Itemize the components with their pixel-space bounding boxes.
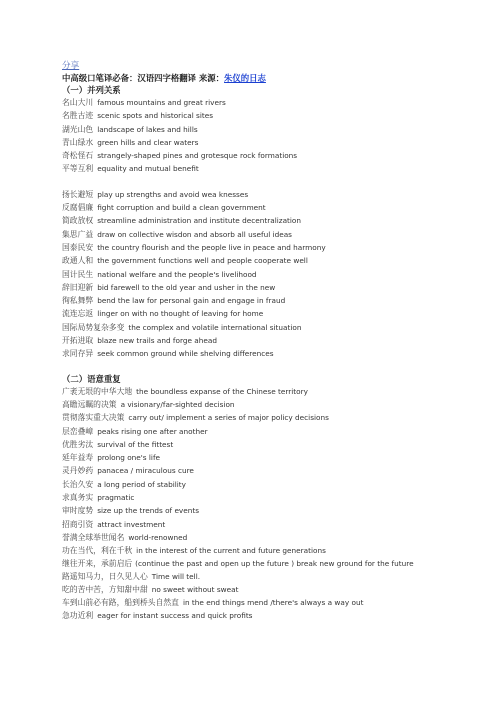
phrase-chinese: 继往开来，承前启后: [62, 558, 133, 568]
phrase-entry: [62, 149, 472, 162]
phrase-entry: [62, 438, 472, 451]
phrase-english: equality and mutual benefit: [97, 164, 199, 174]
phrase-chinese: 反腐倡廉: [62, 203, 94, 213]
phrase-english: world-renowned: [128, 532, 188, 542]
phrase-entry: [62, 123, 472, 136]
phrase-entry: [62, 241, 472, 254]
phrase-english: green hills and clear waters: [97, 137, 199, 147]
phrase-entry: [62, 334, 472, 347]
phrase-entry: [62, 398, 472, 411]
share-link[interactable]: 分享: [62, 61, 80, 71]
phrase-entry: [62, 544, 472, 557]
phrase-english: panacea / miraculous cure: [97, 466, 194, 476]
phrase-english: eager for instant success and quick profits: [97, 611, 253, 621]
phrase-chinese: 国际局势复杂多变: [62, 322, 125, 332]
phrase-list-group-2: [62, 188, 472, 361]
phrase-chinese: 简政放权: [62, 216, 94, 226]
phrase-chinese: 层峦叠嶂: [62, 426, 94, 436]
phrase-entry: [62, 254, 472, 267]
phrase-english: a visionary/far-sighted decision: [120, 399, 235, 409]
phrase-chinese: 求同存异: [62, 349, 94, 359]
phrase-entry: [62, 96, 472, 109]
phrase-entry: [62, 504, 472, 517]
phrase-english: fight corruption and build a clean government: [97, 203, 266, 213]
phrase-entry: [62, 464, 472, 477]
phrase-english: play up strengths and avoid wea knesses: [97, 189, 249, 199]
phrase-english: a long period of stability: [97, 479, 186, 489]
phrase-english: linger on with no thought of leaving for home: [97, 309, 264, 319]
phrase-entry: [62, 478, 472, 491]
phrase-english: the complex and volatile international situation: [128, 322, 302, 332]
phrase-entry: [62, 321, 472, 334]
document-content: [62, 60, 472, 623]
phrase-chinese: 求真务实: [62, 493, 94, 503]
phrase-english: bend the law for personal gain and engage in fraud: [97, 296, 286, 306]
phrase-entry: [62, 425, 472, 438]
phrase-entry: [62, 307, 472, 320]
spacer: [62, 176, 472, 188]
phrase-entry: [62, 583, 472, 596]
section-heading-repetition: （二）语意重复: [62, 373, 121, 384]
phrase-chinese: 青山绿水: [62, 137, 94, 147]
phrase-chinese: 审时度势: [62, 506, 94, 516]
phrase-chinese: 誉满全球举世闻名: [62, 532, 125, 542]
phrase-english: seek common ground while shelving differences: [97, 349, 274, 359]
phrase-chinese: 名胜古迹: [62, 111, 94, 121]
phrase-entry: [62, 136, 472, 149]
phrase-chinese: 名山大川: [62, 98, 94, 107]
phrase-english: national welfare and the people's livelihood: [97, 269, 257, 279]
phrase-english: blaze new trails and forge ahead: [97, 336, 217, 346]
source-link[interactable]: 朱仪的日志: [224, 73, 266, 83]
phrase-chinese: 长治久安: [62, 479, 94, 489]
phrase-chinese: 高瞻远瞩的决策: [62, 399, 117, 409]
phrase-entry: [62, 451, 472, 464]
phrase-chinese: 徇私舞弊: [62, 296, 94, 306]
section-heading-parallel: （一）并列关系: [62, 85, 121, 95]
phrase-entry: [62, 347, 472, 360]
phrase-entry: [62, 109, 472, 122]
phrase-chinese: 路遥知马力，日久见人心: [62, 571, 148, 581]
phrase-entry: [62, 596, 472, 609]
phrase-chinese: 优胜劣汰: [62, 439, 94, 449]
phrase-english: the country flourish and the people live in peace and harmony: [97, 242, 326, 252]
phrase-entry: [62, 518, 472, 531]
document-title: [62, 72, 472, 84]
phrase-chinese: 灵丹妙药: [62, 466, 94, 476]
phrase-chinese: 广袤无垠的中华大地: [62, 386, 133, 396]
phrase-entry: [62, 491, 472, 504]
phrase-english: strangely-shaped pines and grotesque rock formations: [97, 151, 298, 161]
phrase-english: Time will tell.: [151, 571, 201, 581]
phrase-chinese: 湖光山色: [62, 124, 94, 134]
phrase-chinese: 扬长避短: [62, 189, 94, 199]
phrase-chinese: 吃的苦中苦，方知甜中甜: [62, 584, 148, 594]
phrase-chinese: 集思广益: [62, 229, 94, 239]
phrase-entry: [62, 188, 472, 201]
phrase-list-group-1: [62, 96, 472, 176]
phrase-english: landscape of lakes and hills: [97, 124, 198, 134]
phrase-entry: [62, 531, 472, 544]
phrase-entry: [62, 281, 472, 294]
phrase-english: draw on collective wisdon and absorb all useful ideas: [97, 229, 292, 239]
phrase-entry: [62, 162, 472, 175]
phrase-english: prolong one's life: [97, 453, 161, 463]
phrase-english: size up the trends of events: [97, 506, 200, 516]
phrase-entry: [62, 201, 472, 214]
phrase-english: the boundless expanse of the Chinese territory: [136, 386, 308, 396]
phrase-chinese: 延年益寿: [62, 453, 94, 463]
phrase-english: attract investment: [97, 519, 166, 529]
phrase-chinese: 贯彻落实重大决策: [62, 413, 125, 423]
phrase-chinese: 车到山前必有路，船到桥头自然直: [62, 598, 179, 608]
phrase-entry: [62, 294, 472, 307]
phrase-chinese: 国计民生: [62, 269, 94, 279]
phrase-english: no sweet without sweat: [151, 584, 239, 594]
phrase-english: famous mountains and great rivers: [97, 98, 226, 107]
phrase-english: scenic spots and historical sites: [97, 111, 214, 121]
phrase-chinese: 政通人和: [62, 256, 94, 266]
phrase-english: (continue the past and open up the future ) break new ground for the future: [135, 558, 414, 568]
phrase-entry: [62, 228, 472, 241]
phrase-entry: [62, 214, 472, 227]
phrase-chinese: 招商引资: [62, 519, 94, 529]
phrase-list-repetition-cont: [62, 570, 472, 623]
phrase-chinese: 开拓进取: [62, 336, 94, 346]
phrase-chinese: 平等互利: [62, 164, 94, 174]
phrase-english: pragmatic: [97, 493, 135, 503]
phrase-english: the government functions well and people cooperate well: [97, 256, 308, 266]
phrase-entry-wrapped: [62, 558, 472, 570]
phrase-english: in the interest of the current and future generations: [136, 546, 326, 556]
title-text: 中高级口笔译必备：汉语四字格翻译 来源：: [62, 73, 225, 83]
phrase-list-repetition: [62, 385, 472, 558]
phrase-english: bid farewell to the old year and usher in the new: [97, 282, 276, 292]
phrase-english: carry out/ implement a series of major policy decisions: [128, 413, 329, 423]
phrase-english: streamline administration and institute decentralization: [97, 216, 302, 226]
phrase-entry: [62, 385, 472, 398]
phrase-english: peaks rising one after another: [97, 426, 208, 436]
phrase-chinese: 流连忘返: [62, 309, 94, 319]
phrase-entry: [62, 609, 472, 622]
phrase-english: survival of the fittest: [97, 439, 174, 449]
phrase-chinese: 功在当代，利在千秋: [62, 546, 133, 556]
phrase-chinese: 急功近利: [62, 611, 94, 621]
phrase-chinese: 国泰民安: [62, 242, 94, 252]
spacer: [62, 361, 472, 373]
phrase-english: in the end things mend /there's always a way out: [182, 598, 364, 608]
phrase-chinese: 奇松怪石: [62, 151, 94, 161]
phrase-entry: [62, 268, 472, 281]
phrase-chinese: 辞旧迎新: [62, 282, 94, 292]
phrase-entry: [62, 570, 472, 583]
phrase-entry: [62, 411, 472, 424]
